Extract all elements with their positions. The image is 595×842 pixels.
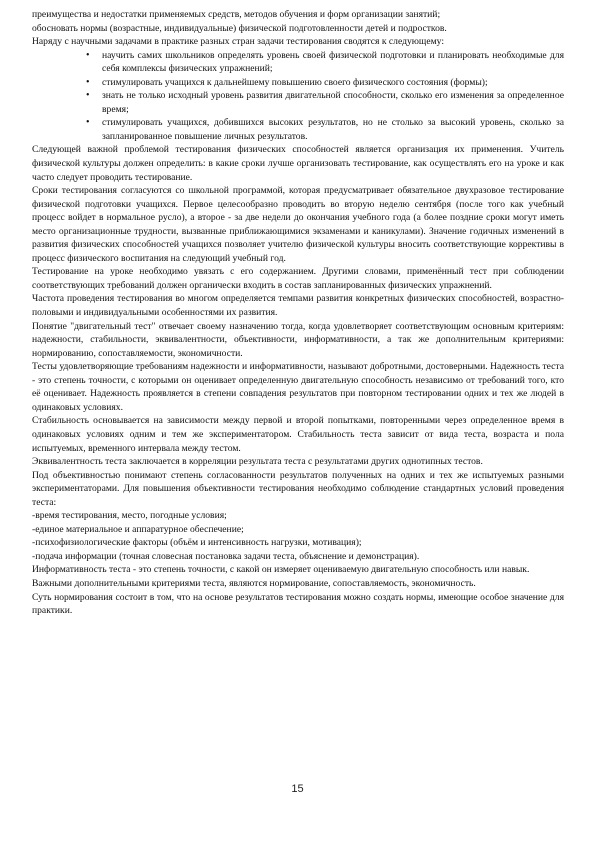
paragraph-informativeness: Информативность теста - это степень точности, с какой он измеряет оцениваемую двигательную способность или навык. bbox=[32, 564, 530, 576]
testing-goals-list bbox=[32, 49, 564, 144]
paragraph-lesson: Тестирование на уроке необходимо увязать с его содержанием. Другими словами, применённый тест при соблюдении соответствующих требований должен органически входить в состав запланированных физических упражнений. bbox=[32, 266, 564, 291]
page-number: 15 bbox=[291, 783, 304, 795]
paragraph-reliability: Тесты удовлетворяющие требованиям надежности и информативности, называют добротными, достоверными. Надежность теста - это степень точности, с которыми он оценивает определенную двигательную способность независимо от требований того, кто её оценивает. Надежность проявляется в степени совпадения результатов при повторном тестировании одних и тех же людей в одинаковых условиях. bbox=[32, 361, 564, 413]
paragraph-equivalence: Эквивалентность теста заключается в корреляции результата теста с результатами других однотипных тестов. bbox=[32, 456, 483, 468]
paragraph-norming: Суть нормирования состоит в том, что на основе результатов тестирования можно создать нормы, имеющие особое значение для практики. bbox=[32, 591, 564, 617]
condition-item: -время тестирования, место, погодные условия; bbox=[32, 510, 227, 522]
list-item: • стимулировать учащихся, добившихся высоких результатов, но не столько за высокий уровень, сколько за запланированное повышение личных результатов. bbox=[102, 116, 564, 143]
paragraph-organization: Следующей важной проблемой тестирования физических способностей является организация их применения. Учитель физической культуры должен определить: в какие сроки лучше организовать тестирование, как осуществлять его на уроке и как часто следует проводить тестирование. bbox=[32, 144, 564, 183]
paragraph-stability: Стабильность основывается на зависимости между первой и второй попытками, повторенными через определенное время в одинаковых условиях одним и тем же экспериментатором. Стабильность теста зависит от вида теста, возраста и пола испытуемых, временного интервала между тестом. bbox=[32, 415, 564, 454]
intro-line-1: преимущества и недостатки применяемых средств, методов обучения и форм организации занятий; bbox=[32, 9, 441, 20]
list-item: • научить самих школьников определять уровень своей физической подготовки и планировать необходимые для себя комплексы физических упражнений; bbox=[102, 49, 564, 76]
paragraph-frequency: Частота проведения тестирования во многом определяется темпами развития конкретных физических способностей, возрастно-половыми и индивидуальными особенностями их развития. bbox=[32, 293, 564, 319]
condition-item: -подача информации (точная словесная постановка задачи теста, объяснение и демонстрация). bbox=[32, 550, 420, 562]
paragraph-objectivity: Под объективностью понимают степень согласованности результатов полученных на одних и тех же испытуемых разными экспериментаторами. Для повышения объективности тестирования необходимо соблюдение стандартных условий проведения теста: bbox=[32, 469, 564, 508]
document-page bbox=[32, 8, 564, 618]
paragraph-motor-test: Понятие "двигательный тест" отвечает своему назначению тогда, когда удовлетворяет соответствующим основным критериям: надежности, стабильности, эквивалентности, объективности, информативности, а так же дополнительным критериями: нормированию, сопоставляемости, экономичности. bbox=[32, 320, 564, 359]
list-item: • стимулировать учащихся к дальнейшему повышению своего физического состояния (формы); bbox=[102, 76, 564, 90]
intro-line-3: Наряду с научными задачами в практике разных стран задачи тестирования сводятся к следующему: bbox=[32, 36, 444, 48]
intro-line-2: обосновать нормы (возрастные, индивидуальные) физической подготовленности детей и подростков. bbox=[32, 22, 447, 34]
condition-item: -единое материальное и аппаратурное обеспечение; bbox=[32, 523, 244, 535]
paragraph-timing: Сроки тестирования согласуются со школьной программой, которая предусматривает обязательное двухразовое тестирование физической подготовки учащихся. Первое целесообразно проводить во вторую неделю сентября (после того как учебный процесс войдет в нормальное русло), а второе - за две недели до окончания учебного года (а более поздние сроки могут иметь место организационные трудности, вызванные приближающимися экзаменами и каникулами). Значение годичных изменений в развития физических способностей учащихся позволяет учителю физической культуры вносить соответствующие коррективы в процесс физического воспитания на следующий учебный год. bbox=[32, 185, 564, 264]
list-item: • знать не только исходный уровень развития двигательной способности, сколько его изменения за определенное время; bbox=[102, 89, 564, 116]
paragraph-additional-criteria: Важными дополнительными критериями теста, являются нормирование, сопоставляемость, экономичность. bbox=[32, 577, 476, 589]
condition-item: -психофизиологические факторы (объём и интенсивность нагрузки, мотивация); bbox=[32, 537, 362, 549]
